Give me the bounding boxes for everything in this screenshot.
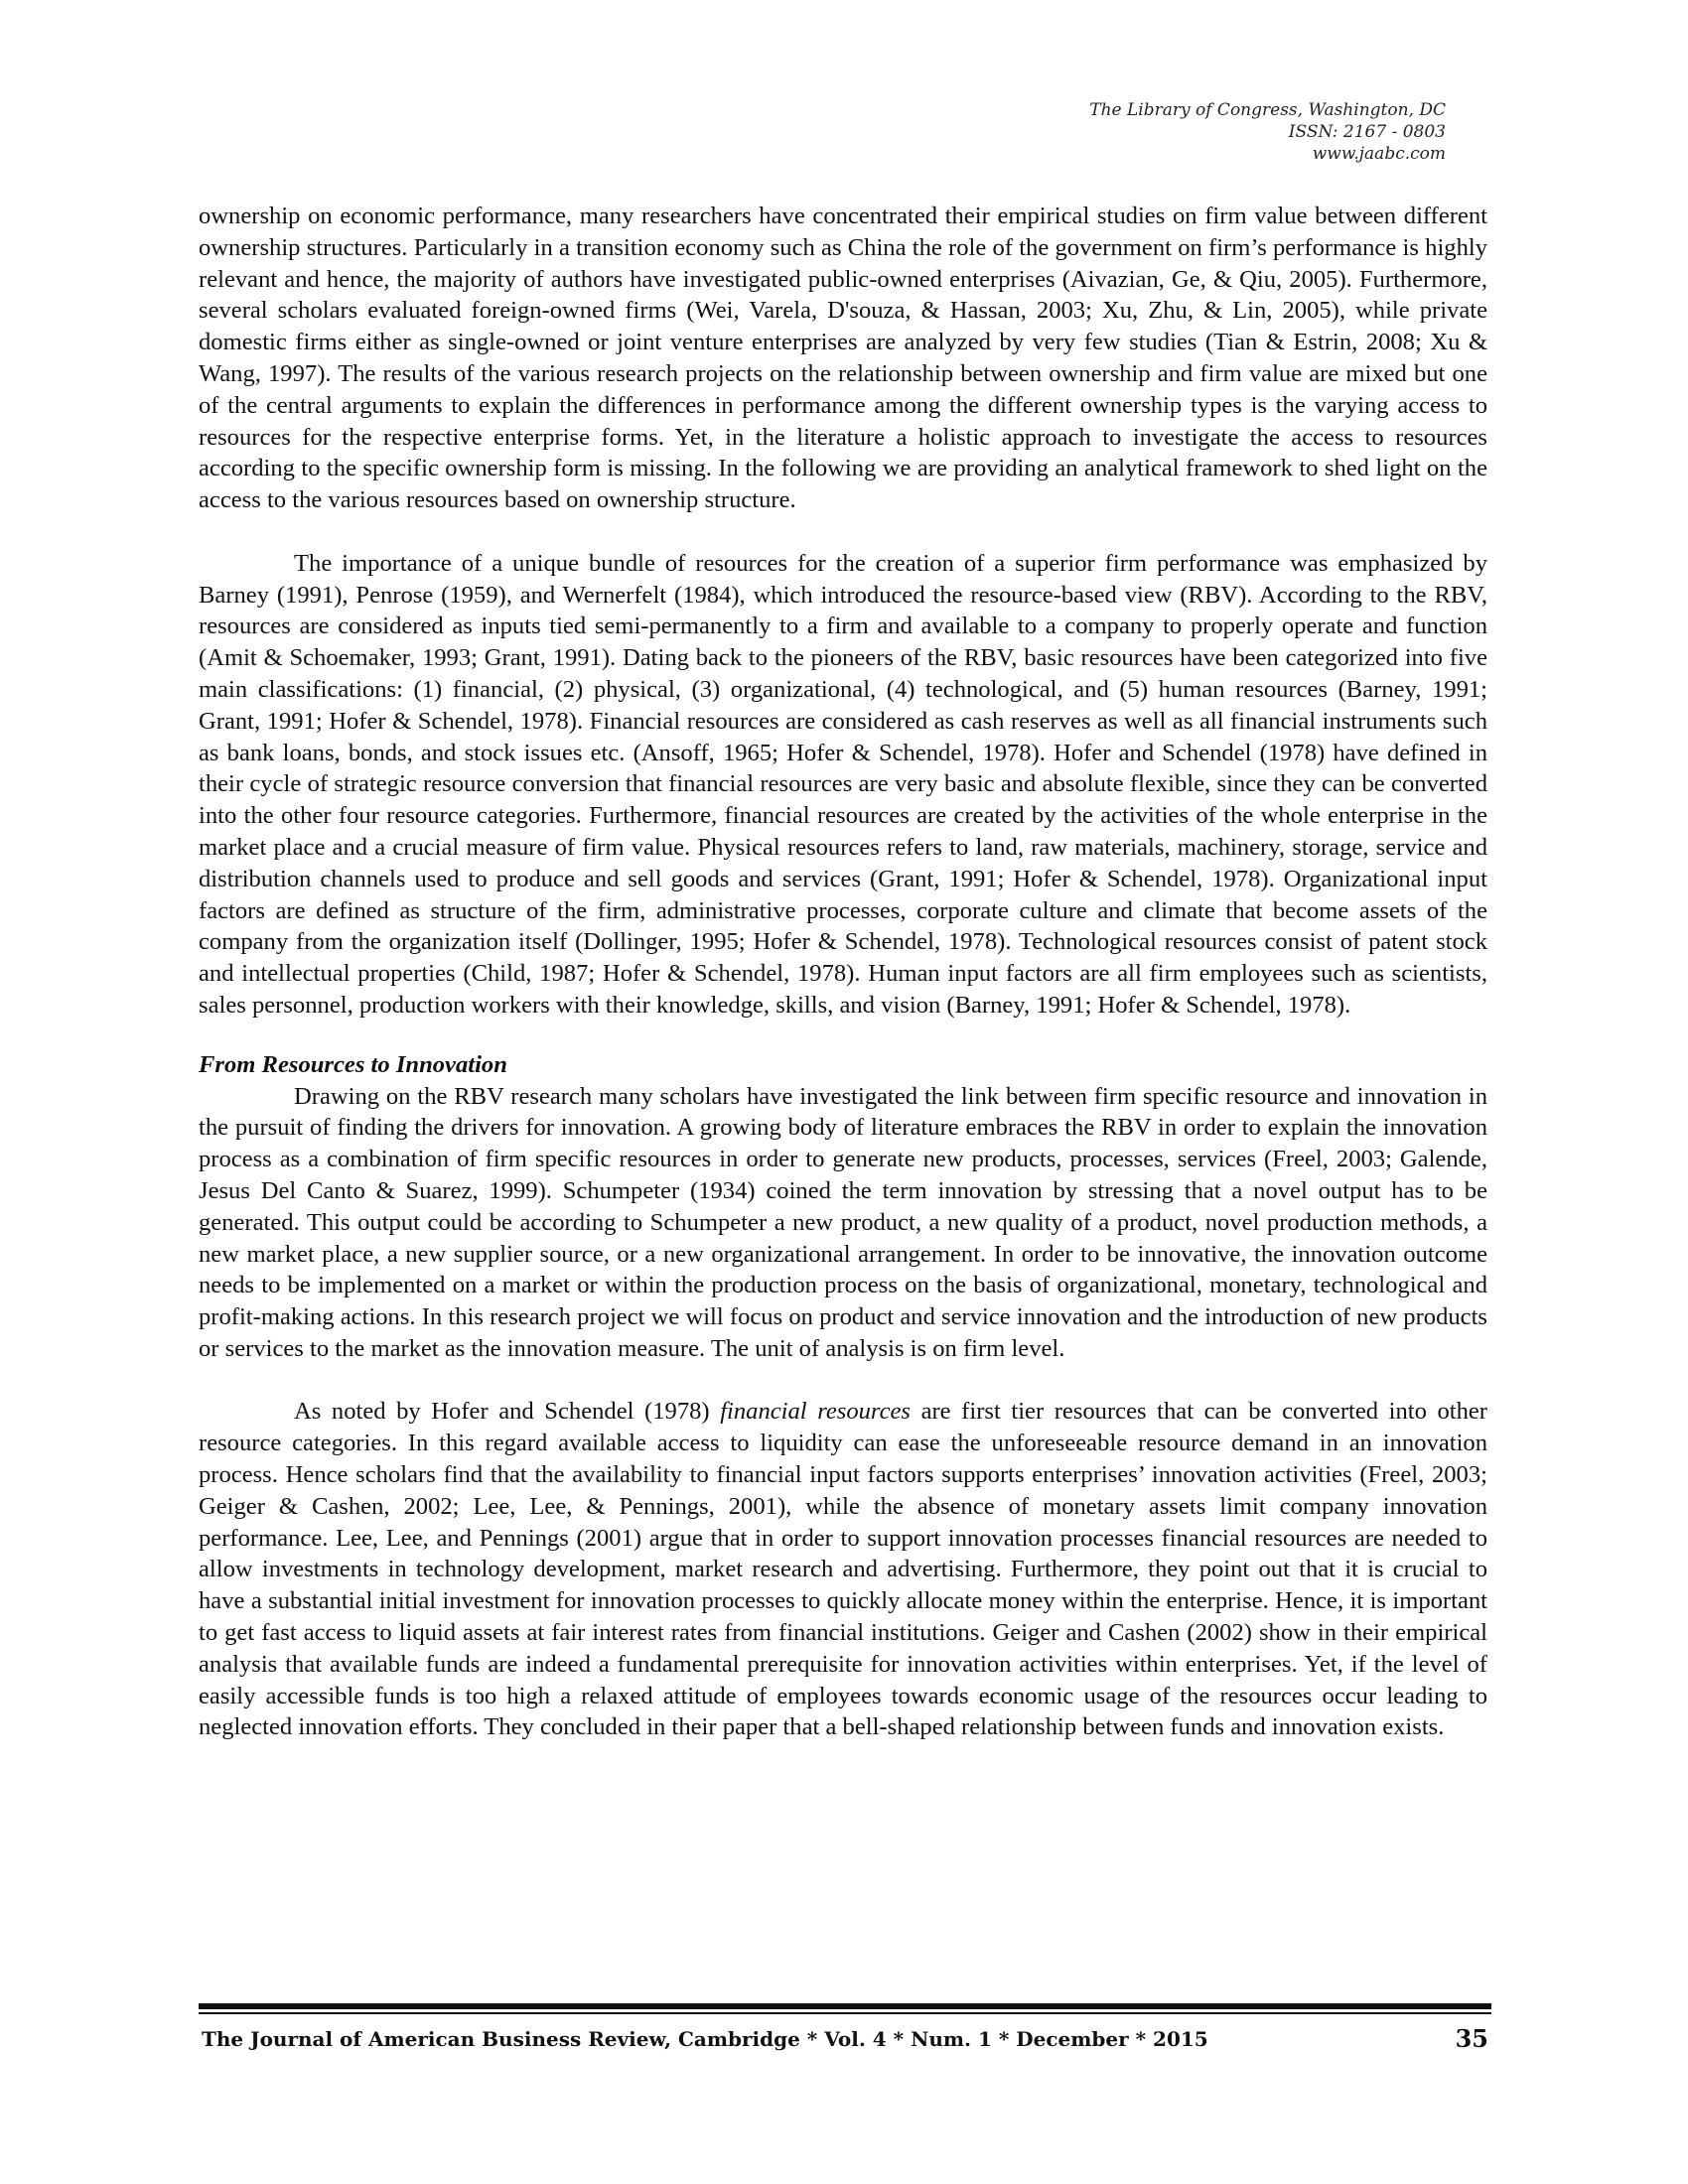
- header-library-line: The Library of Congress, Washington, DC: [1089, 100, 1446, 120]
- paragraph-innovation: Drawing on the RBV research many scholars have investigated the link between firm specific resource and innovation in the pursuit of finding the drivers for innovation. A growing body of literature embraces the RBV in order to explain the innovation process as a combination of firm specific resources in order to generate new products, processes, services (Freel, 2003; Galende, Jesus Del Canto & Suarez, 1999). Schumpeter (1934) coined the term innovation by stressing that a novel output has to be generated. This output could be according to Schumpeter a new product, a new quality of a product, novel production methods, a new market place, a new supplier source, or a new organizational arrangement. In order to be innovative, the innovation outcome needs to be implemented on a market or within the production process on the basis of organizational, monetary, technological and profit-making actions. In this research project we will focus on product and service innovation and the introduction of new products or services to the market as the innovation measure. The unit of analysis is on firm level.: [199, 1082, 1487, 1362]
- running-footer: [202, 2025, 1488, 2053]
- paragraph-financial-pre: As noted by Hofer and Schendel (1978): [294, 1398, 721, 1426]
- footer-rule-thick: [199, 2003, 1491, 2009]
- header-website-line: www.jaabc.com: [1312, 144, 1446, 164]
- article-body: [199, 201, 1487, 1743]
- header-issn-line: ISSN: 2167 - 0803: [1288, 122, 1446, 142]
- footer-rule-thin: [199, 2012, 1491, 2014]
- page-number: 35: [1455, 2024, 1488, 2053]
- paragraph-financial-resources: [199, 1396, 1487, 1743]
- running-header: [1089, 99, 1446, 165]
- section-heading: From Resources to Innovation: [199, 1050, 507, 1078]
- emphasis-financial-resources: financial resources: [720, 1398, 911, 1426]
- paragraph-rbv: The importance of a unique bundle of resources for the creation of a superior firm performance was emphasized by Barney (1991), Penrose (1959), and Wernerfelt (1984), which introduced the resource-based view (RBV). According to the RBV, resources are considered as inputs tied semi-permanently to a firm and available to a company to properly operate and function (Amit & Schoemaker, 1993; Grant, 1991). Dating back to the pioneers of the RBV, basic resources have been categorized into five main classifications: (1) financial, (2) physical, (3) organizational, (4) technological, and (5) human resources (Barney, 1991; Grant, 1991; Hofer & Schendel, 1978). Financial resources are considered as cash reserves as well as all financial instruments such as bank loans, bonds, and stock issues etc. (Ansoff, 1965; Hofer & Schendel, 1978). Hofer and Schendel (1978) have defined in their cycle of strategic resource conversion that financial resources are very basic and absolute flexible, since they can be converted into the other four resource categories. Furthermore, financial resources are created by the activities of the whole enterprise in the market place and a crucial measure of firm value. Physical resources refers to land, raw materials, machinery, storage, service and distribution channels used to produce and sell goods and services (Grant, 1991; Hofer & Schendel, 1978). Organizational input factors are defined as structure of the firm, administrative processes, corporate culture and climate that become assets of the company from the organization itself (Dollinger, 1995; Hofer & Schendel, 1978). Technological resources consist of patent stock and intellectual properties (Child, 1987; Hofer & Schendel, 1978). Human input factors are all firm employees such as scientists, sales personnel, production workers with their knowledge, skills, and vision (Barney, 1991; Hofer & Schendel, 1978).: [199, 549, 1487, 1019]
- footer-journal-citation: The Journal of American Business Review, Cambridge * Vol. 4 * Num. 1 * December * 2015: [202, 2027, 1208, 2051]
- paragraph-ownership: ownership on economic performance, many researchers have concentrated their empirical studies on firm value between different ownership structures. Particularly in a transition economy such as China the role of the government on firm’s performance is highly relevant and hence, the majority of authors have investigated public-owned enterprises (Aivazian, Ge, & Qiu, 2005). Furthermore, several scholars evaluated foreign-owned firms (Wei, Varela, D'souza, & Hassan, 2003; Xu, Zhu, & Lin, 2005), while private domestic firms either as single-owned or joint venture enterprises are analyzed by very few studies (Tian & Estrin, 2008; Xu & Wang, 1997). The results of the various research projects on the relationship between ownership and firm value are mixed but one of the central arguments to explain the differences in performance among the different ownership types is the varying access to resources for the respective enterprise forms. Yet, in the literature a holistic approach to investigate the access to resources according to the specific ownership form is missing. In the following we are providing an analytical framework to shed light on the access to the various resources based on ownership structure.: [199, 203, 1487, 514]
- paragraph-financial-post: are first tier resources that can be converted into other resource categories. In this regard available access to liquidity can ease the unforeseeable resource demand in an innovation process. Hence scholars find that the availability to financial input factors supports enterprises’ innovation activities (Freel, 2003; Geiger & Cashen, 2002; Lee, Lee, & Pennings, 2001), while the absence of monetary assets limit company innovation performance. Lee, Lee, and Pennings (2001) argue that in order to support innovation processes financial resources are needed to allow investments in technology development, market research and advertising. Furthermore, they point out that it is crucial to have a substantial initial investment for innovation processes to quickly allocate money within the enterprise. Hence, it is important to get fast access to liquid assets at fair interest rates from financial institutions. Geiger and Cashen (2002) show in their empirical analysis that available funds are indeed a fundamental prerequisite for innovation activities within enterprises. Yet, if the level of easily accessible funds is too high a relaxed attitude of employees towards economic usage of the resources occur leading to neglected innovation efforts. They concluded in their paper that a bell-shaped relationship between funds and innovation exists.: [199, 1398, 1487, 1741]
